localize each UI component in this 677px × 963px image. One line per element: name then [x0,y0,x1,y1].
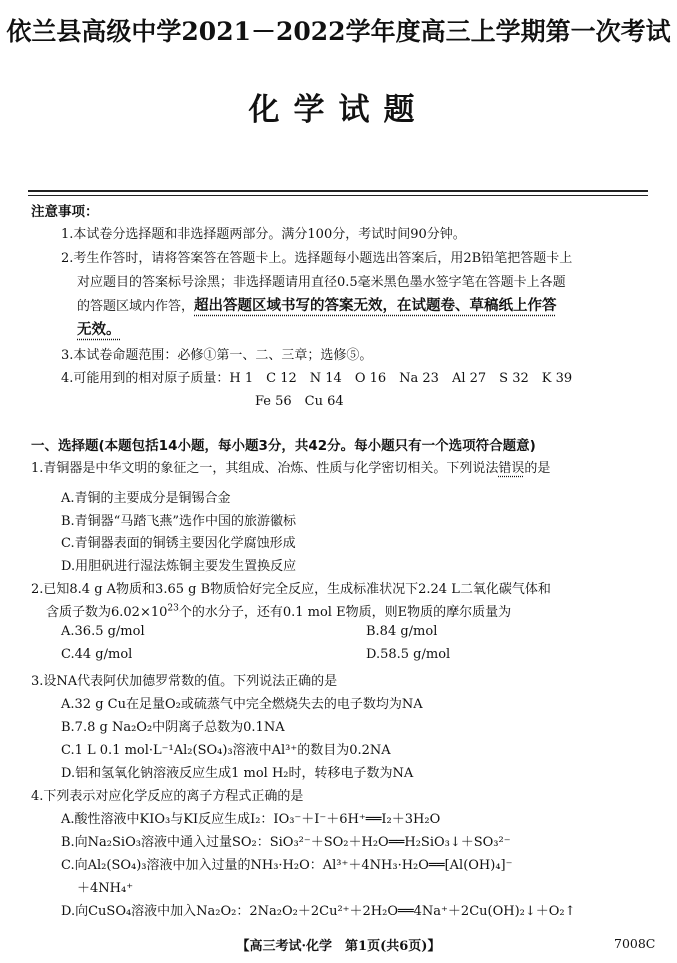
q1-stem [31,457,550,476]
q2-stem-2a: 含质子数为6.02×10 [46,605,168,620]
q4-option-a: A.酸性溶液中KIO₃与KI反应生成I₂：IO₃⁻＋I⁻＋6H⁺══I₂＋3H₂O [61,812,441,827]
q4-option-b: B.向Na₂SiO₃溶液中通入过量SO₂：SiO₃²⁻＋SO₂＋H₂O══H₂SiO₃↓＋SO₃²⁻ [61,835,511,850]
section-1-heading: 一、选择题(本题包括14小题，每小题3分，共42分。每小题只有一个选项符合题意) [31,438,536,454]
q4-stem: 4.下列表示对应化学反应的离子方程式正确的是 [31,789,304,804]
notice-emphasis: 超出答题区域书写的答案无效，在试题卷、草稿纸上作答 [194,298,557,314]
q2-option-b: B.84 g/mol [366,624,438,639]
q2-exponent: 23 [167,603,179,614]
q1-option-d: D.用胆矾进行湿法炼铜主要发生置换反应 [61,559,297,574]
notice-line-1: 1.本试卷分选择题和非选择题两部分。满分100分，考试时间90分钟。 [61,227,466,242]
q1-option-a: A.青铜的主要成分是铜锡合金 [61,491,231,506]
q2-stem-line-1: 2.已知8.4 g A物质和3.65 g B物质恰好完全反应，生成标准状况下2.24 L二氧化碳气体和 [31,582,551,597]
notice-line-4 [77,294,557,315]
page-footer: 【高三考试·化学 第1页(共6页)】 [236,939,441,954]
q1-stem-emphasis: 错误 [498,461,525,476]
exam-title: 依兰县高级中学2021－2022学年度高三上学期第一次考试 [6,17,671,46]
q2-stem-2b: 个的水分子，还有0.1 mol E物质，则E物质的摩尔质量为 [178,605,512,620]
q1-option-c: C.青铜器表面的铜锈主要因化学腐蚀形成 [61,536,296,551]
paper-code: 7008C [614,936,656,951]
q1-stem-a: 1.青铜器是中华文明的象征之一，其组成、冶炼、性质与化学密切相关。下列说法 [31,461,499,476]
q3-option-c: C.1 L 0.1 mol·L⁻¹Al₂(SO₄)₃溶液中Al³⁺的数目为0.2NA [61,743,391,758]
notice-line-4-plain: 的答题区域内作答， [77,299,195,314]
notice-line-2: 2.考生作答时，请将答案答在答题卡上。选择题每小题选出答案后，用2B铅笔把答题卡上 [61,251,573,266]
header-rule-thin [28,195,648,196]
q2-stem-line-2 [46,601,511,620]
q1-stem-c: 的是 [524,461,551,476]
subject-title: 化学试题 [248,92,429,128]
q1-option-b: B.青铜器“马踏飞燕”选作中国的旅游徽标 [61,514,296,529]
header-rule-thick [28,190,648,192]
q3-option-b: B.7.8 g Na₂O₂中阴离子总数为0.1NA [61,720,285,735]
q2-option-c: C.44 g/mol [61,647,133,662]
q2-option-d: D.58.5 g/mol [366,647,451,662]
q4-option-d: D.向CuSO₄溶液中加入Na₂O₂：2Na₂O₂＋2Cu²⁺＋2H₂O══4Na⁺＋2Cu(OH)₂↓＋O₂↑ [61,904,576,919]
q4-option-c-line-1: C.向Al₂(SO₄)₃溶液中加入过量的NH₃·H₂O：Al³⁺＋4NH₃·H₂O══[Al(OH)₄]⁻ [61,858,513,873]
notice-line-7: 4.可能用到的相对原子质量：H 1 C 12 N 14 O 16 Na 23 Al 27 S 32 K 39 [61,371,573,386]
q4-option-c-line-2: ＋4NH₄⁺ [77,881,134,896]
q3-stem: 3.设NA代表阿伏加德罗常数的值。下列说法正确的是 [31,674,338,689]
notice-line-5: 无效。 [77,322,121,338]
notice-line-6: 3.本试卷命题范围：必修①第一、二、三章；选修⑤。 [61,348,373,363]
notice-heading: 注意事项： [31,204,99,220]
q2-option-a: A.36.5 g/mol [61,624,145,639]
notice-line-8: Fe 56 Cu 64 [255,394,344,409]
notice-line-3: 对应题目的答案标号涂黑；非选择题请用直径0.5毫米黑色墨水签字笔在答题卡上各题 [77,275,566,290]
q3-option-d: D.铝和氢氧化钠溶液反应生成1 mol H₂时，转移电子数为NA [61,766,414,781]
q3-option-a: A.32 g Cu在足量O₂或硫蒸气中完全燃烧失去的电子数均为NA [61,697,423,712]
